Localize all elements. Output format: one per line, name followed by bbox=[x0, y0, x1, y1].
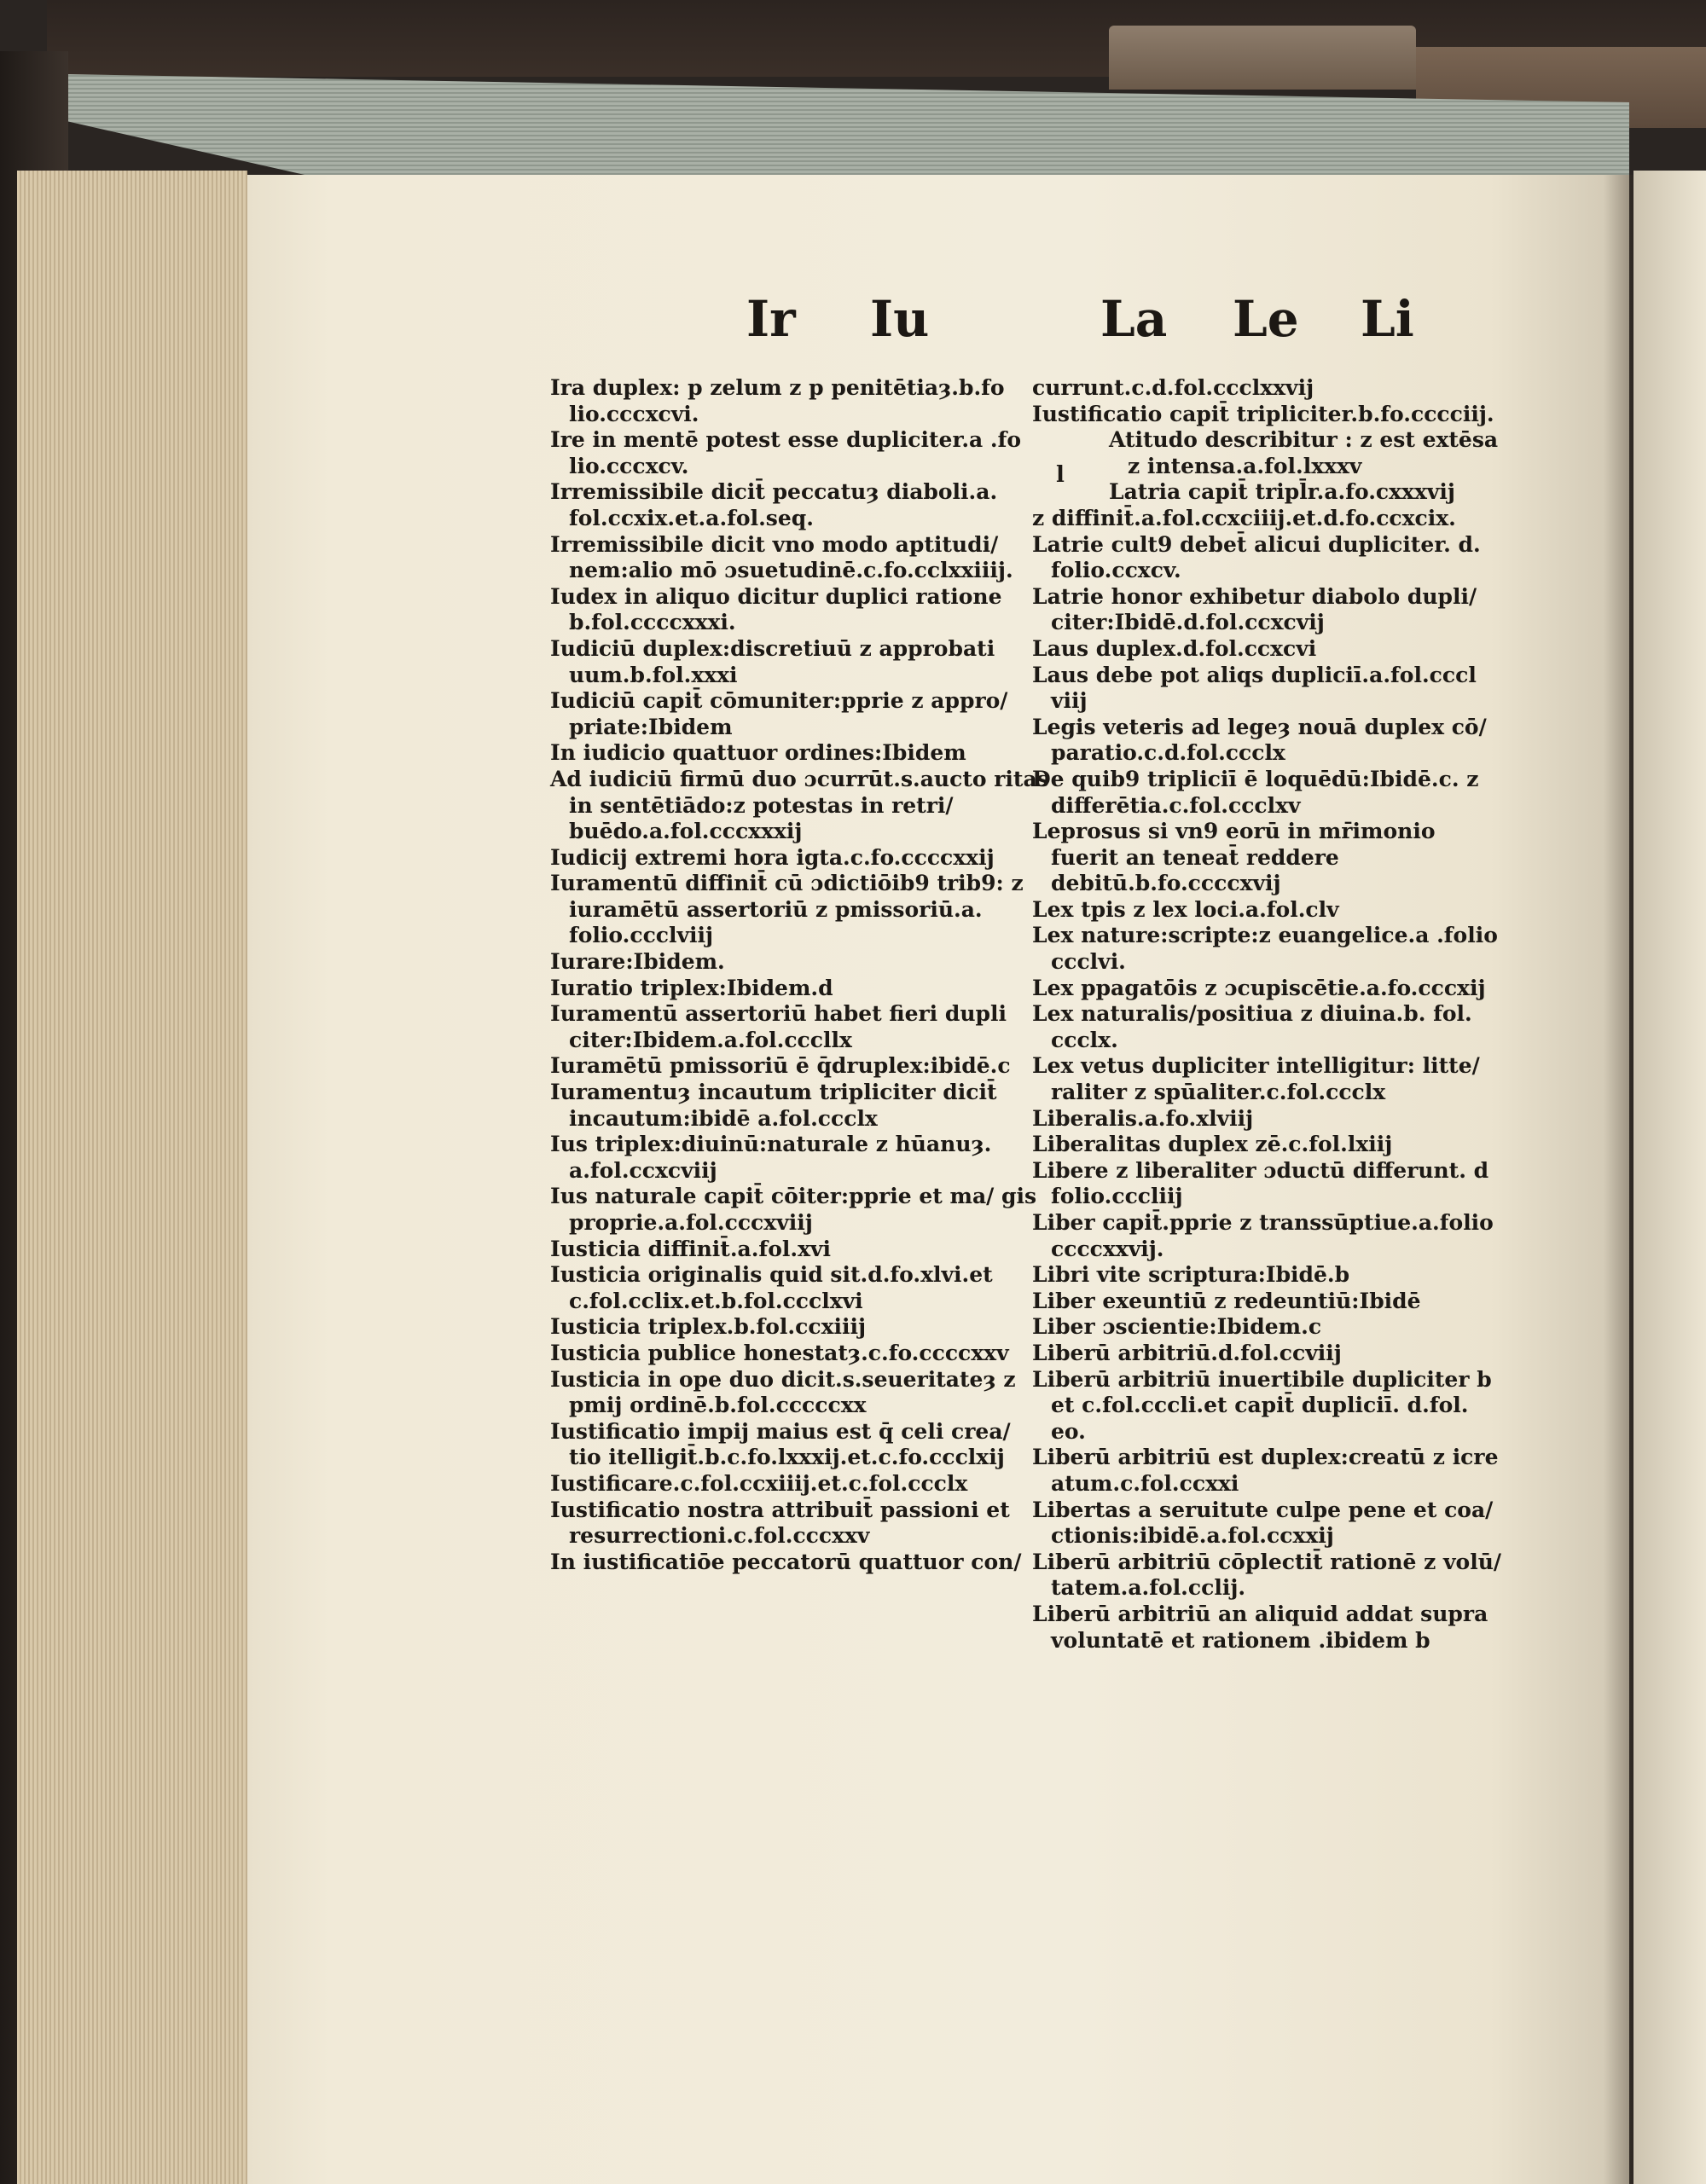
running-head-ir: Ir bbox=[746, 290, 796, 348]
index-entry: Iuratio triplex:Ibidem.d bbox=[550, 975, 833, 1000]
page-block-fore-edge bbox=[17, 171, 247, 2184]
index-entry: Liberalitas duplex zē.c.fol.lxiij bbox=[1032, 1132, 1393, 1157]
index-entry: In iudicio quattuor ordines:Ibidem bbox=[550, 740, 966, 766]
index-entry: Iustificatio impij maius est q̄ celi crea/ tio itelligit̄.b.c.fo.lxxxij.et.c.fo.ccclxij bbox=[550, 1418, 1011, 1470]
index-entry: Iudiciū duplex:discretiuū z approbati uum.b.fol.xxxi bbox=[550, 635, 995, 687]
index-entry: Lex tpis z lex loci.a.fol.clv bbox=[1032, 896, 1339, 922]
index-column-right bbox=[1032, 375, 1510, 1654]
index-entry: Liberū arbitriū.d.fol.ccviij bbox=[1032, 1340, 1342, 1365]
facing-page-edge bbox=[1633, 171, 1706, 2184]
spine-tab bbox=[1109, 26, 1416, 90]
index-entry: Irremissibile dicit vno modo aptitudi/ nem:alio mō ɔsuetudinē.c.fo.cclxxiiij. bbox=[550, 531, 1013, 583]
index-entry: Latrie cult9 debet̄ alicui dupliciter. d. folio.ccxcv. bbox=[1032, 531, 1481, 583]
index-entry: Liber ɔscientie:Ibidem.c bbox=[1032, 1314, 1322, 1340]
margin-letter: l bbox=[1056, 462, 1065, 488]
index-entry: Iuramentuȝ incautum tripliciter dicit̄ incautum:ibidē a.fol.ccclx bbox=[550, 1080, 997, 1131]
index-entry: Lex nature:scripte:z euangelice.a .folio ccclvi. bbox=[1032, 923, 1498, 975]
index-entry: Leprosus si vn9 eorū in mr̄imonio fuerit an teneat̄ reddere debitū.b.fo.ccccxvij bbox=[1032, 819, 1436, 896]
index-entry: Liberū arbitriū an aliquid addat supra voluntatē et rationem .ibidem b bbox=[1032, 1601, 1488, 1653]
index-entry: Ira duplex: p zelum z p penitētiaȝ.b.fo lio.cccxcvi. bbox=[550, 375, 1005, 426]
index-entry: Legis veteris ad legeȝ nouā duplex cō/ paratio.c.d.fol.ccclx bbox=[1032, 714, 1487, 766]
index-entry: Liber exeuntiū z redeuntiū:Ibidē bbox=[1032, 1288, 1421, 1313]
index-entry: Iustificare.c.fol.ccxiiij.et.c.fol.ccclx bbox=[550, 1470, 968, 1496]
index-entry: Liberū arbitriū inuertibile dupliciter b et c.fol.cccli.et capit̄ dupliciī. d.fol. eo. bbox=[1032, 1366, 1492, 1444]
index-entry: Ire in mentē potest esse dupliciter.a .fo lio.cccxcv. bbox=[550, 427, 1022, 478]
index-entry: Iusticia diffinit̄.a.fol.xvi bbox=[550, 1236, 831, 1261]
index-entry: De quib9 tripliciī ē loquēdū:Ibidē.c. z differētia.c.fol.ccclxv bbox=[1032, 766, 1479, 818]
running-head-le: Le bbox=[1233, 290, 1299, 348]
index-entry: Iuramētū pmissoriū ē q̄druplex:ibidē.c bbox=[550, 1053, 1011, 1079]
index-entry: currunt.c.d.fol.ccclxxvij bbox=[1032, 375, 1314, 400]
index-entry: Liberū arbitriū est duplex:creatū z icre atum.c.fol.ccxxi bbox=[1032, 1445, 1499, 1496]
running-head-iu: Iu bbox=[870, 290, 930, 348]
index-entry: Laus duplex.d.fol.ccxcvi bbox=[1032, 635, 1317, 661]
index-entry: Lex vetus dupliciter intelligitur: litte/ raliter z spūaliter.c.fol.ccclx bbox=[1032, 1053, 1480, 1105]
index-entry: Iudex in aliquo dicitur duplici ratione b.fol.ccccxxxi. bbox=[550, 583, 1002, 635]
index-entry: Iusticia in ope duo dicit.s.seueritateȝ z pmij ordinē.b.fol.cccccxx bbox=[550, 1366, 1016, 1418]
index-entry: Irremissibile dicit̄ peccatuȝ diaboli.a. fol.ccxix.et.a.fol.seq. bbox=[550, 479, 998, 530]
running-head-la: La bbox=[1100, 290, 1168, 348]
index-entry: Lex ppagatōis z ɔcupiscētie.a.fo.cccxij bbox=[1032, 975, 1486, 1000]
index-entry: Lex naturalis/positiua z diuina.b. fol. ccclx. bbox=[1032, 1001, 1472, 1052]
index-entry: Atitudo describitur : z est extēsa z intensa.a.fol.lxxxv bbox=[1109, 427, 1499, 478]
index-entry: Liberū arbitriū cōplectit̄ rationē z volū/ tatem.a.fol.cclij. bbox=[1032, 1549, 1502, 1601]
index-entry: Laus debe pot aliqs dupliciī.a.fol.cccl viij bbox=[1032, 662, 1477, 714]
index-entry: Iusticia triplex.b.fol.ccxiiij bbox=[550, 1314, 867, 1340]
index-entry: Ad iudiciū firmū duo ɔcurrūt.s.aucto ritas in sentētiādo:z potestas in retri/ buēdo.a.fol.cccxxxij bbox=[550, 766, 1049, 844]
index-entry: Iurare:Ibidem. bbox=[550, 949, 725, 975]
index-entry: Libri vite scriptura:Ibidē.b bbox=[1032, 1262, 1350, 1288]
index-entry: z diffinit̄.a.fol.ccxciiij.et.d.fo.ccxcix. bbox=[1032, 505, 1456, 530]
index-entry: Iuramentū assertoriū habet fieri dupli citer:Ibidem.a.fol.cccllx bbox=[550, 1001, 1007, 1052]
index-entry: Iustificatio capit̄ tripliciter.b.fo.cccciij. bbox=[1032, 401, 1494, 426]
index-entry: Liber capit̄.pprie z transsūptiue.a.folio ccccxxvij. bbox=[1032, 1210, 1494, 1261]
index-entry: Latria capit̄ tripl̄r.a.fo.cxxxvij bbox=[1109, 479, 1455, 505]
index-entry: Liberalis.a.fo.xlviij bbox=[1032, 1105, 1254, 1131]
index-entry: Libere z liberaliter ɔductū differunt. d folio.cccliij bbox=[1032, 1157, 1489, 1209]
index-entry: Iustificatio nostra attribuit̄ passioni et resurrectioni.c.fol.cccxxv bbox=[550, 1497, 1010, 1549]
index-entry: Iusticia originalis quid sit.d.fo.xlvi.et c.fol.cclix.et.b.fol.ccclxvi bbox=[550, 1262, 993, 1313]
index-column-left bbox=[550, 375, 1049, 1575]
index-entry: Iusticia publice honestatȝ.c.fo.ccccxxv bbox=[550, 1340, 1009, 1365]
index-entry: Latrie honor exhibetur diabolo dupli/ citer:Ibidē.d.fol.ccxcvij bbox=[1032, 583, 1477, 635]
index-entry: Iuramentū diffinit̄ cū ɔdictiōib9 trib9: z iuramētū assertoriū z pmissoriū.a. folio.ccclviij bbox=[550, 871, 1024, 948]
index-entry: Ius triplex:diuinū:naturale z hūanuȝ. a.fol.ccxcviij bbox=[550, 1132, 992, 1183]
running-head-li: Li bbox=[1361, 290, 1414, 348]
index-entry: Libertas a seruitute culpe pene et coa/ ctionis:ibidē.a.fol.ccxxij bbox=[1032, 1497, 1494, 1549]
index-entry: Iudicij extremi hora igta.c.fo.ccccxxij bbox=[550, 844, 995, 870]
index-entry: In iustificatiōe peccatorū quattuor con/ bbox=[550, 1549, 1022, 1574]
index-entry: Iudiciū capit̄ cōmuniter:pprie z appro/ priate:Ibidem bbox=[550, 688, 1008, 739]
index-entry: Ius naturale capit̄ cōiter:pprie et ma/ gis proprie.a.fol.cccxviij bbox=[550, 1184, 1037, 1235]
